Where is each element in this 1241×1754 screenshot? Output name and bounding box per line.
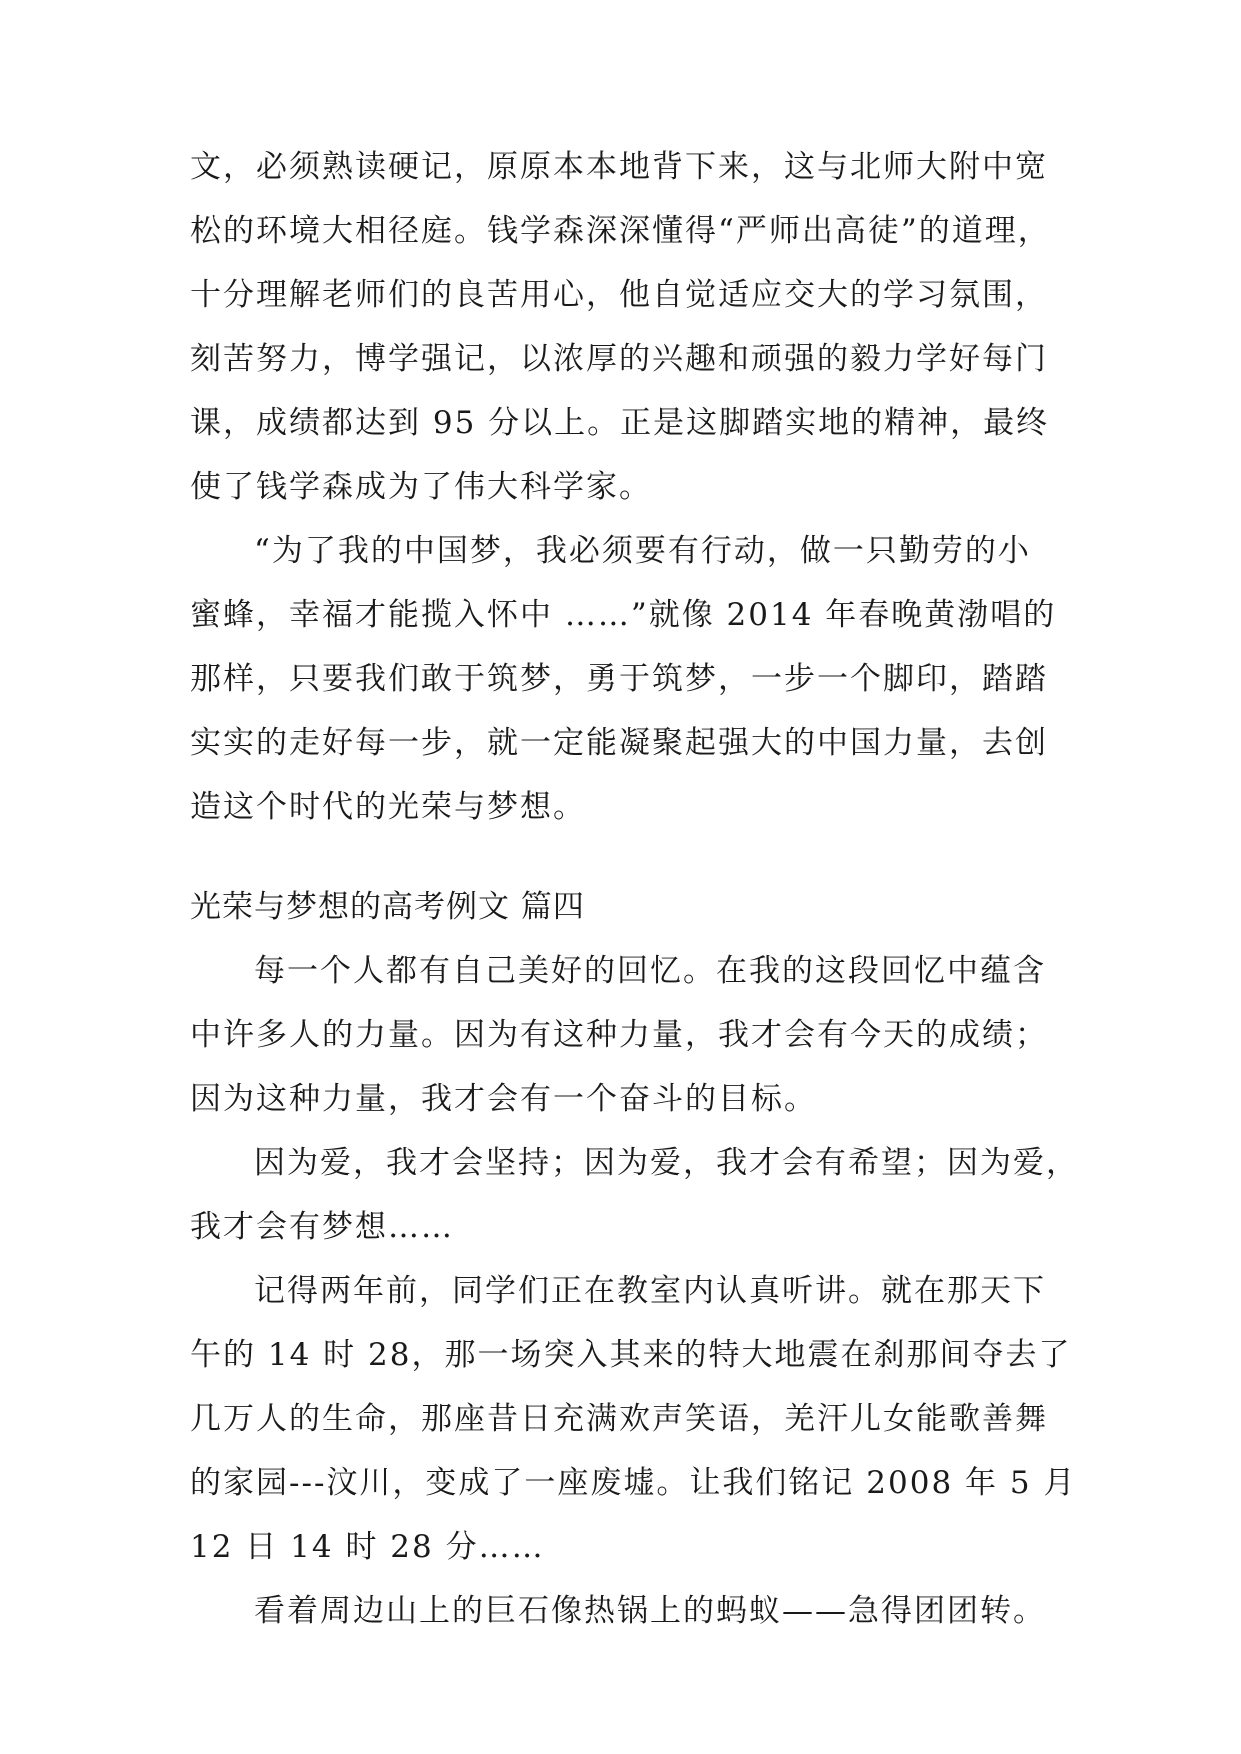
text-line: 造这个时代的光荣与梦想。 <box>190 789 586 825</box>
text-line: 中许多人的力量。因为有这种力量，我才会有今天的成绩； <box>190 1017 1048 1053</box>
text-line: “为了我的中国梦，我必须要有行动，做一只勤劳的小 <box>254 533 1031 569</box>
text-line: 那样，只要我们敢于筑梦，勇于筑梦，一步一个脚印，踏踏 <box>190 661 1048 697</box>
text-line: 午的 14 时 28，那一场突入其来的特大地震在刹那间夺去了 <box>190 1337 1072 1373</box>
text-line: 松的环境大相径庭。钱学森深深懂得“严师出高徒”的道理， <box>190 213 1051 249</box>
text-line: 使了钱学森成为了伟大科学家。 <box>190 469 652 505</box>
text-line: 蜜蜂，幸福才能揽入怀中 ……”就像 2014 年春晚黄渤唱的 <box>190 597 1057 633</box>
text-line: 文，必须熟读硬记，原原本本地背下来，这与北师大附中宽 <box>190 149 1048 185</box>
text-line: 的家园---汶川，变成了一座废墟。让我们铭记 2008 年 5 月 <box>190 1465 1077 1501</box>
text-line: 看着周边山上的巨石像热锅上的蚂蚁——急得团团转。 <box>254 1593 1046 1629</box>
text-line: 我才会有梦想…… <box>190 1209 454 1245</box>
text-line: 12 日 14 时 28 分…… <box>190 1529 545 1565</box>
text-line: 实实的走好每一步，就一定能凝聚起强大的中国力量，去创 <box>190 725 1048 761</box>
text-line: 每一个人都有自己美好的回忆。在我的这段回忆中蕴含 <box>254 953 1046 989</box>
text-line: 刻苦努力，博学强记，以浓厚的兴趣和顽强的毅力学好每门 <box>190 341 1048 377</box>
text-line: 因为这种力量，我才会有一个奋斗的目标。 <box>190 1081 817 1117</box>
text-line: 几万人的生命，那座昔日充满欢声笑语，羌汗儿女能歌善舞 <box>190 1401 1048 1437</box>
text-line: 课，成绩都达到 95 分以上。正是这脚踏实地的精神，最终 <box>190 405 1050 441</box>
text-line: 十分理解老师们的良苦用心，他自觉适应交大的学习氛围， <box>190 277 1048 313</box>
section-heading: 光荣与梦想的高考例文 篇四 <box>190 889 585 925</box>
text-line: 因为爱，我才会坚持；因为爱，我才会有希望；因为爱， <box>254 1145 1079 1181</box>
text-line: 记得两年前，同学们正在教室内认真听讲。就在那天下 <box>254 1273 1046 1309</box>
